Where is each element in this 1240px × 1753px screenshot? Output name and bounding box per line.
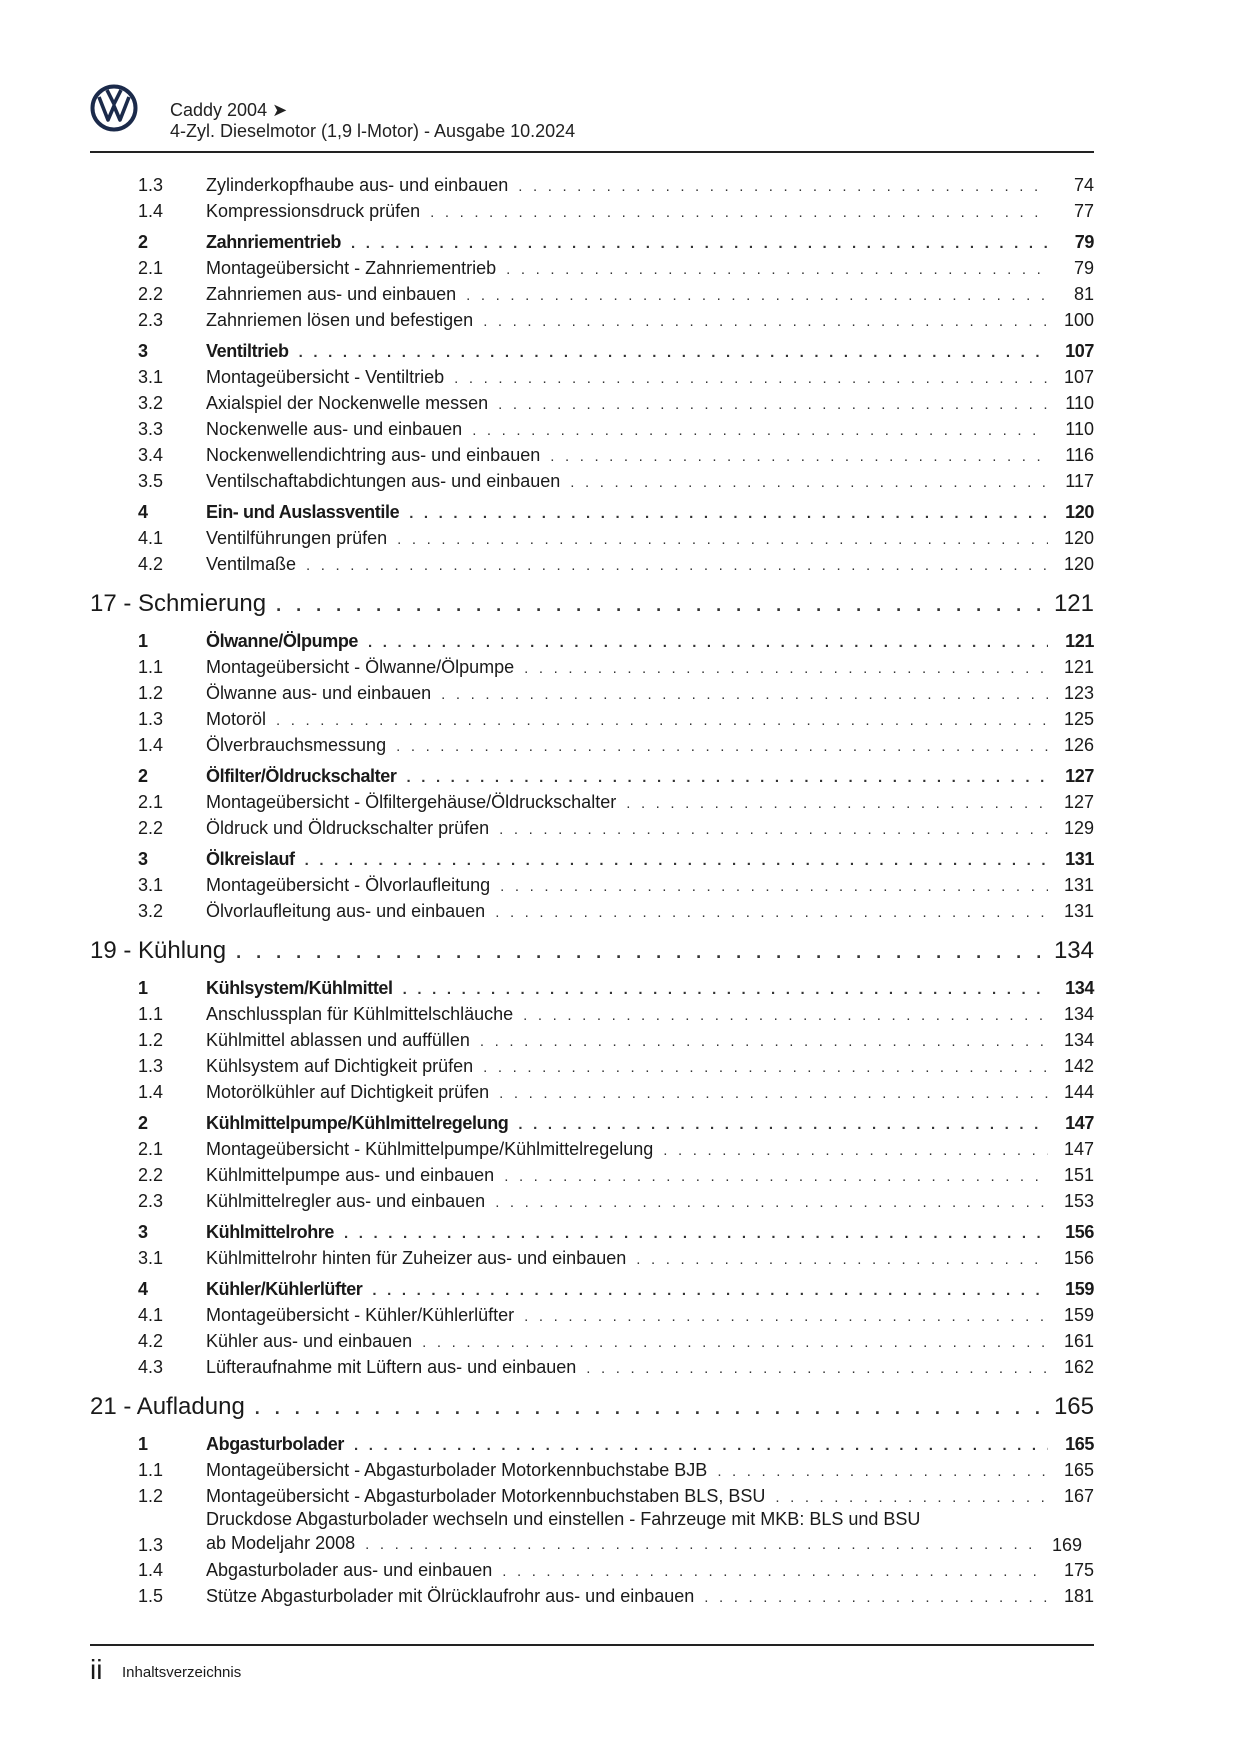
toc-title: Montageübersicht - Kühlmittelpumpe/Kühlmittelregelung (206, 1139, 654, 1159)
toc-number: 1 (138, 1434, 148, 1454)
toc-page-number: 120 (1063, 554, 1094, 574)
toc-number: 2 (138, 1113, 148, 1133)
toc-page-number: 116 (1065, 445, 1094, 465)
toc-title: Nockenwelle aus- und einbauen (206, 419, 463, 439)
toc-page-number: 117 (1065, 471, 1094, 491)
toc-page-number: 120 (1063, 528, 1094, 548)
toc-leader-dots (518, 1112, 1048, 1138)
toc-leader-dots (502, 1559, 1048, 1585)
toc-number: 3.4 (138, 445, 164, 465)
toc-title: 19 - Kühlung (90, 937, 227, 964)
toc-page-number: 134 (1063, 1004, 1094, 1024)
toc-leader-dots (663, 1138, 1048, 1164)
toc-number: 1.2 (138, 1030, 164, 1050)
toc-number: 3 (138, 341, 148, 361)
toc-entry[interactable] (90, 1509, 1094, 1557)
toc-page-number: 165 (1065, 1434, 1094, 1454)
toc-number: 4.2 (138, 554, 164, 574)
toc-chapter[interactable] (90, 585, 1094, 623)
toc-entry[interactable] (90, 551, 1094, 577)
toc-title: Ölverbrauchsmessung (206, 735, 387, 755)
toc-page-number: 144 (1063, 1082, 1094, 1102)
toc-entry[interactable] (90, 1483, 1094, 1509)
toc-section[interactable] (90, 846, 1094, 872)
toc-number: 1.3 (138, 709, 164, 729)
toc-title: Kühlmittel ablassen und auffüllen (206, 1030, 470, 1050)
toc-number: 2.2 (138, 284, 164, 304)
toc-entry[interactable] (90, 416, 1094, 442)
toc-title (206, 1507, 1036, 1557)
toc-title: Montageübersicht - Abgasturbolader Motorkennbuchstaben BLS, BSU (206, 1486, 766, 1506)
toc-leader-dots (472, 418, 1048, 444)
toc-page-number: 147 (1065, 1113, 1094, 1133)
toc-title: Ventilmaße (206, 554, 297, 574)
toc-number: 1.2 (138, 683, 164, 703)
toc-leader-dots (495, 900, 1048, 926)
toc-leader-dots (422, 1330, 1048, 1356)
toc-entry[interactable] (90, 442, 1094, 468)
toc-number: 4.1 (138, 528, 164, 548)
toc-number: 2.3 (138, 1191, 164, 1211)
toc-page-number: 151 (1063, 1165, 1094, 1185)
toc-page-number: 129 (1063, 818, 1094, 838)
toc-page-number: 81 (1073, 284, 1094, 304)
toc-number: 1.4 (138, 201, 164, 221)
toc-number: 1.1 (138, 1460, 164, 1480)
toc-title: Montageübersicht - Zahnriementrieb (206, 258, 497, 278)
toc-leader-dots (354, 1433, 1048, 1459)
toc-leader-dots (368, 630, 1048, 656)
toc-title: Montageübersicht - Ölwanne/Ölpumpe (206, 657, 515, 677)
toc-page-number: 77 (1073, 201, 1094, 221)
toc-number: 3 (138, 1222, 148, 1242)
toc-number: 3.2 (138, 393, 164, 413)
toc-page-number: 126 (1063, 735, 1094, 755)
toc-number: 1.2 (138, 1486, 164, 1506)
toc-page-number: 175 (1063, 1560, 1094, 1580)
toc-title-line2: ab Modeljahr 2008 (206, 1533, 356, 1553)
toc-page-number: 127 (1063, 792, 1094, 812)
toc-page-number: 134 (1063, 1030, 1094, 1050)
toc-page-number: 159 (1065, 1279, 1094, 1299)
toc-leader-dots (570, 470, 1048, 496)
toc-section[interactable] (90, 499, 1094, 525)
toc-entry[interactable] (90, 1245, 1094, 1271)
header-model: Caddy 2004 ➤ (170, 100, 288, 120)
vw-logo-icon (90, 84, 138, 132)
toc-title: Abgasturbolader aus- und einbauen (206, 1560, 493, 1580)
toc-title: Ölwanne/Ölpumpe (206, 631, 359, 651)
toc-number: 3.1 (138, 875, 164, 895)
toc-page-number: 169 (1051, 1535, 1082, 1555)
toc-number: 1.1 (138, 1004, 164, 1024)
toc-page-number: 161 (1063, 1331, 1094, 1351)
toc-entry[interactable] (90, 680, 1094, 706)
toc-title: Stütze Abgasturbolader mit Ölrücklaufrohr aus- und einbauen (206, 1586, 695, 1606)
toc-page-number: 110 (1065, 393, 1094, 413)
toc-number: 3.3 (138, 419, 164, 439)
toc-title: Montageübersicht - Ölfiltergehäuse/Öldruckschalter (206, 792, 617, 812)
toc-title: Montageübersicht - Ölvorlaufleitung (206, 875, 491, 895)
toc-page-number: 162 (1063, 1357, 1094, 1377)
toc-entry[interactable] (90, 1583, 1094, 1609)
toc-number: 2.3 (138, 310, 164, 330)
toc-number: 1.5 (138, 1586, 164, 1606)
toc-title: Kühler/Kühlerlüfter (206, 1279, 363, 1299)
toc-title: 21 - Aufladung (90, 1393, 245, 1420)
toc-entry[interactable] (90, 525, 1094, 551)
toc-leader-dots (483, 309, 1048, 335)
toc-leader-dots (518, 174, 1048, 200)
toc-page-number: 147 (1063, 1139, 1094, 1159)
toc-entry[interactable] (90, 390, 1094, 416)
toc-page-number: 107 (1065, 341, 1094, 361)
toc-page-number: 134 (1065, 978, 1094, 998)
toc-leader-dots (586, 1356, 1048, 1382)
toc-title-line2-row (206, 1531, 1036, 1557)
toc-title: Axialspiel der Nockenwelle messen (206, 393, 489, 413)
toc-page-number: 123 (1063, 683, 1094, 703)
footer-section-label: Inhaltsverzeichnis (122, 1664, 242, 1681)
toc-title: Ventiltrieb (206, 341, 289, 361)
toc-section[interactable] (90, 763, 1094, 789)
toc-leader-dots (504, 1164, 1048, 1190)
toc-title: Zahnriementrieb (206, 232, 342, 252)
toc-title: Ölvorlaufleitung aus- und einbauen (206, 901, 486, 921)
toc-number: 4.3 (138, 1357, 164, 1377)
toc-number: 2.1 (138, 1139, 164, 1159)
toc-title: Kompressionsdruck prüfen (206, 201, 421, 221)
toc-number: 3 (138, 849, 148, 869)
toc-page-number: 131 (1065, 849, 1094, 869)
toc-leader-dots (636, 1247, 1048, 1273)
toc-title: Kühlsystem/Kühlmittel (206, 978, 393, 998)
toc-leader-dots (236, 933, 1044, 971)
toc-page-number: 120 (1065, 502, 1094, 522)
toc-leader-dots (498, 392, 1048, 418)
toc-page-number: 167 (1063, 1486, 1094, 1506)
toc-title: Anschlussplan für Kühlmittelschläuche (206, 1004, 514, 1024)
toc-title: Motorölkühler auf Dichtigkeit prüfen (206, 1082, 490, 1102)
toc-number: 1.3 (138, 175, 164, 195)
toc-page-number: 121 (1053, 590, 1094, 617)
toc-leader-dots (409, 501, 1048, 527)
toc-leader-dots (441, 682, 1048, 708)
toc-title: Ventilführungen prüfen (206, 528, 388, 548)
toc-page-number: 79 (1074, 232, 1094, 252)
toc-title: Kühlmittelrohre (206, 1222, 335, 1242)
toc-leader-dots (306, 553, 1048, 579)
toc-title: Montageübersicht - Kühler/Kühlerlüfter (206, 1305, 515, 1325)
toc-leader-dots (499, 1081, 1048, 1107)
toc-section[interactable] (90, 1431, 1094, 1457)
toc-number: 2 (138, 766, 148, 786)
toc-entry[interactable] (90, 732, 1094, 758)
toc-entry[interactable] (90, 1027, 1094, 1053)
toc-number: 1 (138, 978, 148, 998)
toc-page-number: 127 (1065, 766, 1094, 786)
toc-entry[interactable] (90, 1053, 1094, 1079)
toc-title: Kühlsystem auf Dichtigkeit prüfen (206, 1056, 474, 1076)
toc-section[interactable] (90, 338, 1094, 364)
toc-leader-dots (255, 1389, 1044, 1427)
toc-entry[interactable] (90, 1302, 1094, 1328)
page-header (90, 84, 1094, 154)
toc-number: 2 (138, 232, 148, 252)
header-subtitle: 4-Zyl. Dieselmotor (1,9 l-Motor) - Ausgabe 10.2024 (170, 121, 576, 141)
header-text (170, 100, 575, 142)
toc-number: 3.1 (138, 367, 164, 387)
toc-title: Montageübersicht - Ventiltrieb (206, 367, 445, 387)
toc-number: 1.1 (138, 657, 164, 677)
toc-leader-dots (500, 874, 1048, 900)
toc-page-number: 134 (1053, 937, 1094, 964)
toc-leader-dots (344, 1221, 1048, 1247)
toc-number: 2.2 (138, 1165, 164, 1185)
footer-page-number: ii (90, 1654, 103, 1685)
toc-leader-dots (276, 708, 1048, 734)
toc-title: Zylinderkopfhaube aus- und einbauen (206, 175, 509, 195)
toc-page-number: 100 (1063, 310, 1094, 330)
toc-entry[interactable] (90, 281, 1094, 307)
toc-number: 4 (138, 1279, 148, 1299)
toc-entry[interactable] (90, 255, 1094, 281)
toc-leader-dots (506, 257, 1048, 283)
toc-page-number: 74 (1073, 175, 1094, 195)
toc-entry[interactable] (90, 1354, 1094, 1380)
toc-page-number: 181 (1063, 1586, 1094, 1606)
toc-section[interactable] (90, 229, 1094, 255)
toc-entry[interactable] (90, 789, 1094, 815)
toc-page-number: 131 (1063, 901, 1094, 921)
toc-leader-dots (365, 1533, 1036, 1557)
toc-entry[interactable] (90, 364, 1094, 390)
toc-number: 4 (138, 502, 148, 522)
toc-leader-dots (483, 1055, 1048, 1081)
toc-title: Ölwanne aus- und einbauen (206, 683, 432, 703)
toc-section[interactable] (90, 1276, 1094, 1302)
toc-leader-dots (480, 1029, 1048, 1055)
toc-number: 2.1 (138, 258, 164, 278)
toc-entry[interactable] (90, 872, 1094, 898)
toc-title: Kühler aus- und einbauen (206, 1331, 413, 1351)
toc-title: Ein- und Auslassventile (206, 502, 400, 522)
toc-title: Öldruck und Öldruckschalter prüfen (206, 818, 490, 838)
toc-page-number: 156 (1065, 1222, 1094, 1242)
toc-page-number: 165 (1053, 1393, 1094, 1420)
toc-title: Abgasturbolader (206, 1434, 345, 1454)
toc-entry[interactable] (90, 1162, 1094, 1188)
toc-page-number: 131 (1063, 875, 1094, 895)
toc-number: 1.4 (138, 1082, 164, 1102)
toc-title: Zahnriemen aus- und einbauen (206, 284, 457, 304)
toc-entry[interactable] (90, 706, 1094, 732)
toc-title: Kühlmittelregler aus- und einbauen (206, 1191, 486, 1211)
toc-entry[interactable] (90, 1079, 1094, 1105)
toc-leader-dots (305, 848, 1048, 874)
toc-entry[interactable] (90, 815, 1094, 841)
toc-page-number: 159 (1063, 1305, 1094, 1325)
toc-entry[interactable] (90, 172, 1094, 198)
toc-leader-dots (466, 283, 1048, 309)
toc-number: 1.3 (138, 1056, 164, 1076)
toc-page-number: 153 (1063, 1191, 1094, 1211)
toc-leader-dots (430, 200, 1048, 226)
toc-title: Lüfteraufnahme mit Lüftern aus- und einbauen (206, 1357, 577, 1377)
toc-leader-dots (406, 765, 1048, 791)
toc-page-number: 156 (1063, 1248, 1094, 1268)
toc-number: 1.4 (138, 735, 164, 755)
toc-page-number: 125 (1063, 709, 1094, 729)
toc-leader-dots (626, 791, 1048, 817)
toc-number: 1.4 (138, 1560, 164, 1580)
toc-entry[interactable] (90, 307, 1094, 333)
toc-leader-dots (299, 340, 1048, 366)
toc-title: Kühlmittelpumpe/Kühlmittelregelung (206, 1113, 509, 1133)
toc-title: Ventilschaftabdichtungen aus- und einbauen (206, 471, 561, 491)
toc-page-number: 110 (1065, 419, 1094, 439)
toc-number: 1.3 (138, 1535, 164, 1555)
toc-title: Ölfilter/Öldruckschalter (206, 766, 397, 786)
toc-entry[interactable] (90, 198, 1094, 224)
toc-number: 2.2 (138, 818, 164, 838)
toc-title-line1: Druckdose Abgasturbolader wechseln und einstellen - Fahrzeuge mit MKB: BLS und BSU (206, 1509, 921, 1529)
toc-page-number: 79 (1073, 258, 1094, 278)
toc-leader-dots (499, 817, 1048, 843)
toc-entry[interactable] (90, 1457, 1094, 1483)
toc-section[interactable] (90, 1219, 1094, 1245)
table-of-contents (90, 172, 1094, 1609)
toc-entry[interactable] (90, 1328, 1094, 1354)
toc-leader-dots (397, 527, 1048, 553)
toc-section[interactable] (90, 975, 1094, 1001)
toc-title: Nockenwellendichtring aus- und einbauen (206, 445, 541, 465)
toc-title: Montageübersicht - Abgasturbolader Motorkennbuchstabe BJB (206, 1460, 708, 1480)
toc-leader-dots (276, 586, 1044, 624)
toc-number: 3.2 (138, 901, 164, 921)
toc-number: 1 (138, 631, 148, 651)
toc-page-number: 107 (1063, 367, 1094, 387)
toc-title: Ölkreislauf (206, 849, 295, 869)
toc-leader-dots (524, 1304, 1048, 1330)
toc-title: Kühlmittelrohr hinten für Zuheizer aus- und einbauen (206, 1248, 627, 1268)
toc-section[interactable] (90, 628, 1094, 654)
toc-number: 3.1 (138, 1248, 164, 1268)
footer-divider (90, 1644, 1094, 1646)
toc-leader-dots (396, 734, 1048, 760)
toc-title: Motoröl (206, 709, 267, 729)
toc-page-number: 142 (1063, 1056, 1094, 1076)
toc-leader-dots (372, 1278, 1048, 1304)
toc-page-number: 165 (1063, 1460, 1094, 1480)
toc-title: 17 - Schmierung (90, 590, 267, 617)
toc-leader-dots (495, 1190, 1048, 1216)
toc-number: 4.1 (138, 1305, 164, 1325)
toc-leader-dots (351, 231, 1048, 257)
toc-number: 4.2 (138, 1331, 164, 1351)
toc-entry[interactable] (90, 1136, 1094, 1162)
toc-entry[interactable] (90, 898, 1094, 924)
toc-leader-dots (454, 366, 1048, 392)
toc-chapter[interactable] (90, 1388, 1094, 1426)
toc-section[interactable] (90, 1110, 1094, 1136)
toc-entry[interactable] (90, 1188, 1094, 1214)
toc-leader-dots (717, 1459, 1048, 1485)
toc-chapter[interactable] (90, 932, 1094, 970)
toc-page-number: 121 (1063, 657, 1094, 677)
toc-leader-dots (403, 977, 1048, 1003)
toc-entry[interactable] (90, 1557, 1094, 1583)
toc-entry[interactable] (90, 654, 1094, 680)
toc-number: 3.5 (138, 471, 164, 491)
toc-title: Zahnriemen lösen und befestigen (206, 310, 474, 330)
toc-leader-dots (523, 1003, 1048, 1029)
toc-entry[interactable] (90, 468, 1094, 494)
toc-leader-dots (704, 1585, 1048, 1611)
toc-number: 2.1 (138, 792, 164, 812)
toc-page-number: 121 (1065, 631, 1094, 651)
header-divider (90, 151, 1094, 153)
toc-leader-dots (524, 656, 1048, 682)
toc-title: Kühlmittelpumpe aus- und einbauen (206, 1165, 495, 1185)
toc-entry[interactable] (90, 1001, 1094, 1027)
toc-leader-dots (550, 444, 1048, 470)
